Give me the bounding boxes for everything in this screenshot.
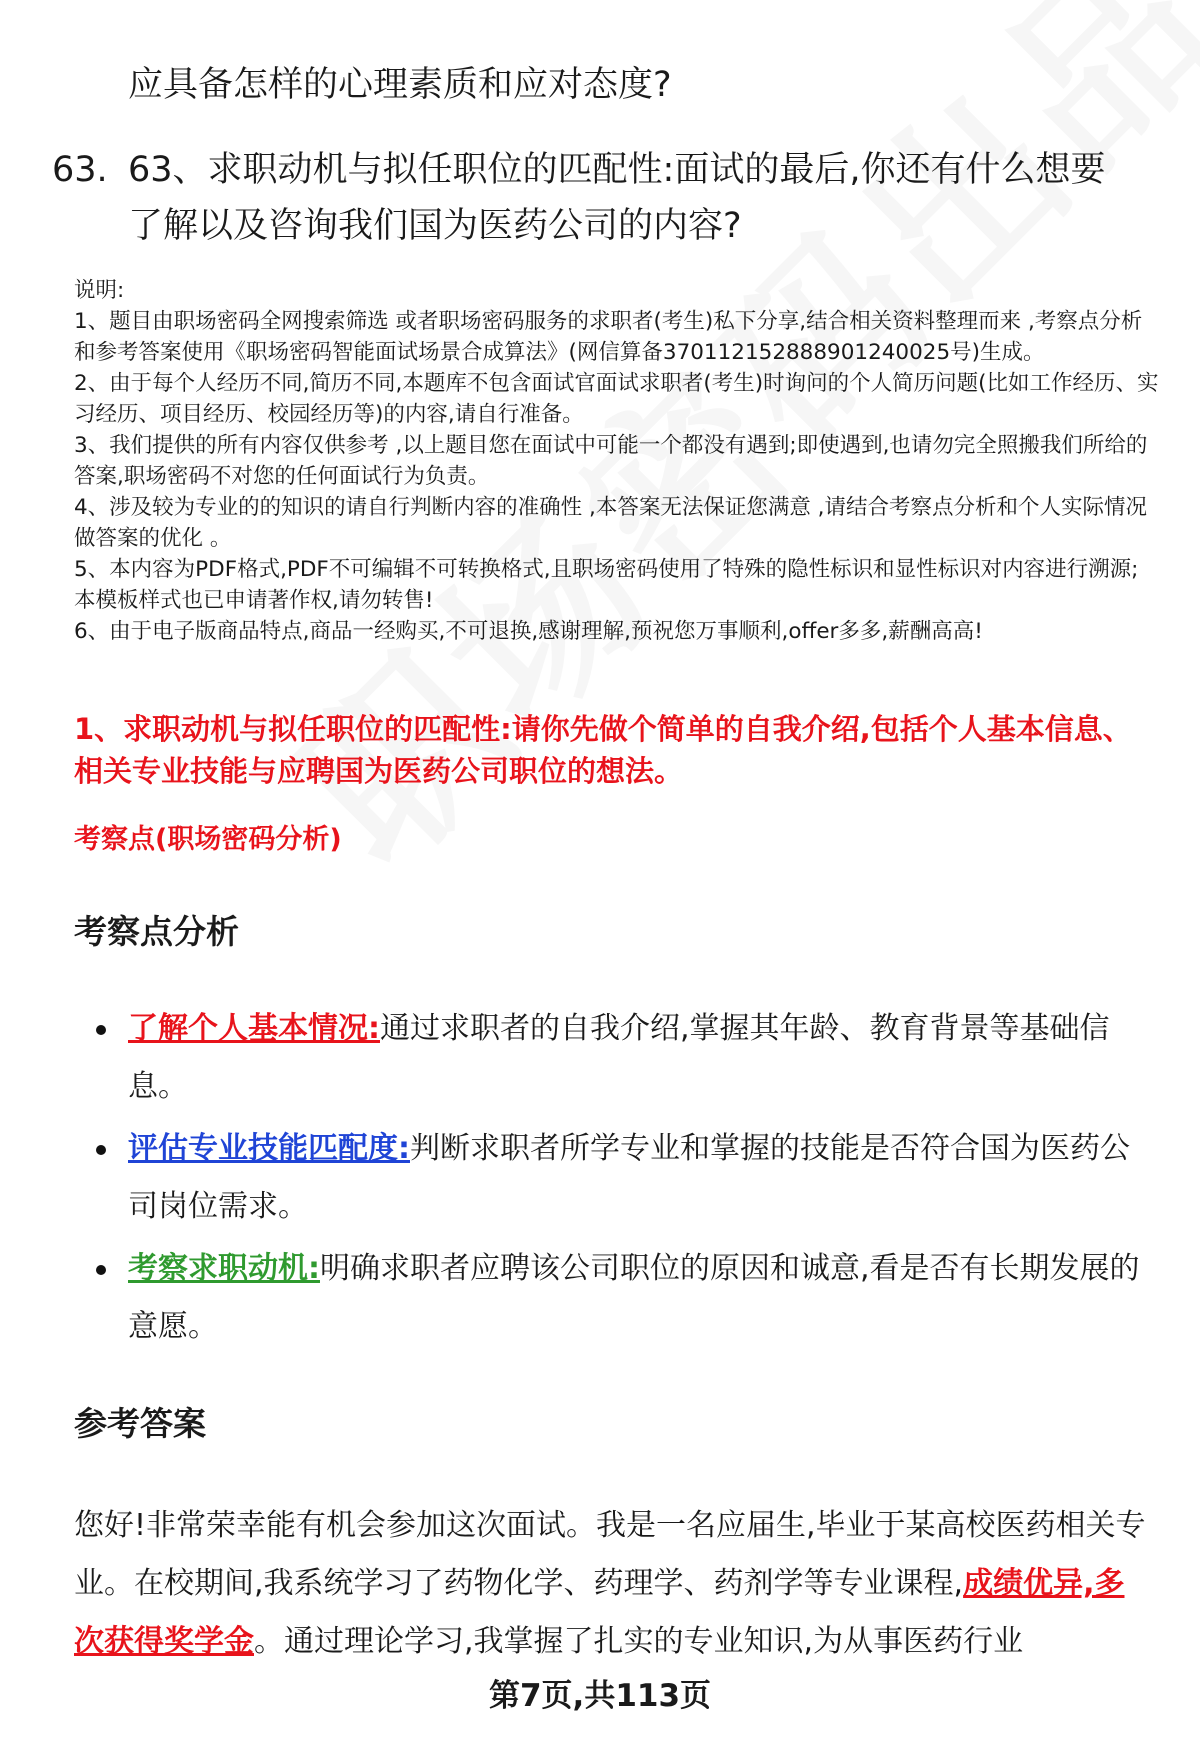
notes-title: 说明: [74,278,125,303]
bullet-icon [96,1265,106,1275]
page-footer: 第7页,共113页 [488,1678,712,1714]
question-number: 63. [52,150,108,190]
note-item: 6、由于电子版商品特点,商品一经购买,不可退换,感谢理解,预祝您万事顺利,offer多多,薪酬高高! [74,619,983,644]
analysis-text: 判断求职者所学专业和掌握的技能是否符合国为医药公司岗位需求。 [128,1131,1130,1224]
note-item: 2、由于每个人经历不同,简历不同,本题库不包含面试官面试求职者(考生)时询问的个人简历问题(比如工作经历、实习经历、项目经历、校园经历等)的内容,请自行准备。 [74,371,1159,427]
note-item: 3、我们提供的所有内容仅供参考 ,以上题目您在面试中可能一个都没有遇到;即使遇到,也请勿完全照搬我们所给的答案,职场密码不对您的任何面试行为负责。 [74,433,1148,489]
analysis-text: 通过求职者的自我介绍,掌握其年龄、教育背景等基础信息。 [128,1011,1110,1104]
answer-highlight: 成绩优异,多次获得奖学金 [74,1566,1125,1659]
question-text: 63、求职动机与拟任职位的匹配性:面试的最后,你还有什么想要了解以及咨询我们国为医药公司的内容? [128,150,1106,246]
note-item: 1、题目由职场密码全网搜索筛选 或者职场密码服务的求职者(考生)私下分享,结合相关资料整理而来 ,考察点分析和参考答案使用《职场密码智能面试场景合成算法》(网信算备370112152888901240025号)生成。 [74,309,1143,365]
analysis-label: 了解个人基本情况: [128,1011,380,1046]
analysis-item [96,1120,1156,1236]
analysis-item [96,1240,1156,1356]
analysis-text: 明确求职者应聘该公司职位的原因和诚意,看是否有长期发展的意愿。 [128,1251,1140,1344]
analysis-label: 考察求职动机: [128,1251,320,1286]
answer-heading: 参考答案 [74,1404,206,1443]
notes-section [74,275,1159,647]
answer-text: 。通过理论学习,我掌握了扎实的专业知识,为从事医药行业 [254,1624,1024,1659]
answer-text: 您好!非常荣幸能有机会参加这次面试。我是一名应届生,毕业于某高校医药相关专业。在校期间,我系统学习了药物化学、药理学、药剂学等专业课程, [74,1508,1146,1601]
analysis-list [96,1000,1156,1360]
bullet-icon [96,1145,106,1155]
analysis-label: 评估专业技能匹配度: [128,1131,410,1166]
analysis-item [96,1000,1156,1116]
analysis-heading: 考察点分析 [74,912,239,951]
question-continuation: 应具备怎样的心理素质和应对态度? [128,65,672,105]
answer-body [74,1497,1154,1671]
note-item: 4、涉及较为专业的的知识的请自行判断内容的准确性 ,本答案无法保证您满意 ,请结合考察点分析和个人实际情况做答案的优化 。 [74,495,1148,551]
question-1-subtitle: 考察点(职场密码分析) [74,824,342,855]
bullet-icon [96,1025,106,1035]
note-item: 5、本内容为PDF格式,PDF不可编辑不可转换格式,且职场密码使用了特殊的隐性标识和显性标识对内容进行溯源;本模板样式也已申请著作权,请勿转售! [74,557,1139,613]
question-1-title: 1、求职动机与拟任职位的匹配性:请你先做个简单的自我介绍,包括个人基本信息、相关专业技能与应聘国为医药公司职位的想法。 [74,712,1132,788]
